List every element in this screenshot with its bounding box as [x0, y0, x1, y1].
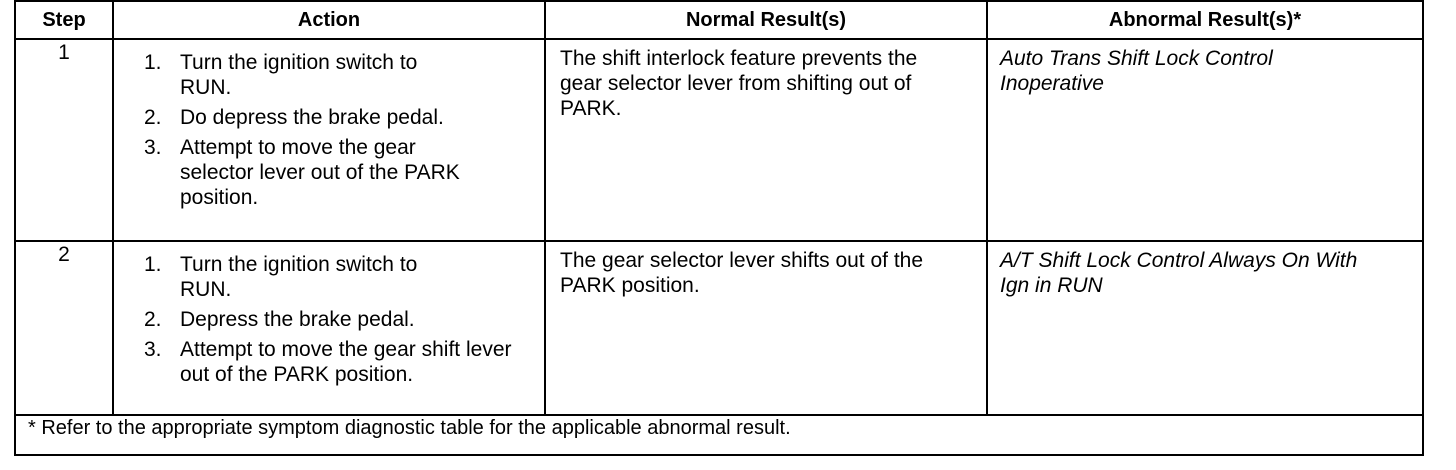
action-item-number: 1.: [144, 51, 162, 74]
header-action: Action: [113, 1, 545, 39]
normal-result-cell: [545, 39, 987, 241]
action-item: [144, 307, 544, 332]
action-item-number: 2.: [144, 106, 162, 129]
action-item-text: Attempt to move the gear selector lever out of the PARK position.: [180, 136, 460, 209]
normal-result-text: The shift interlock feature prevents the gear selector lever from shifting out of PARK.: [560, 47, 918, 120]
action-item: [144, 252, 544, 302]
footnote: * Refer to the appropriate symptom diagnostic table for the applicable abnormal result.: [15, 415, 1423, 455]
abnormal-result-cell: [987, 241, 1423, 415]
action-cell: [113, 241, 545, 415]
normal-result-text: The gear selector lever shifts out of the PARK position.: [560, 249, 924, 297]
action-cell: [113, 39, 545, 241]
action-item: [144, 50, 544, 100]
step-number: 1: [15, 39, 113, 241]
abnormal-result-text: A/T Shift Lock Control Always On With Ign in RUN: [1000, 249, 1358, 297]
normal-result-cell: [545, 241, 987, 415]
header-abnormal-results: Abnormal Result(s)*: [987, 1, 1423, 39]
action-item: [144, 135, 544, 210]
table-row: [15, 241, 1423, 415]
action-item-number: 3.: [144, 136, 162, 159]
action-list: [114, 242, 544, 387]
header-normal-results: Normal Result(s): [545, 1, 987, 39]
table-header-row: [15, 1, 1423, 39]
action-item-number: 2.: [144, 308, 162, 331]
action-item-text: Do depress the brake pedal.: [180, 106, 444, 129]
action-item-text: Depress the brake pedal.: [180, 308, 415, 331]
abnormal-result-cell: [987, 39, 1423, 241]
action-item-text: Turn the ignition switch to RUN.: [180, 51, 418, 99]
action-item-text: Attempt to move the gear shift lever out of the PARK position.: [180, 338, 512, 386]
action-item-number: 1.: [144, 253, 162, 276]
action-item: [144, 105, 544, 130]
action-item-text: Turn the ignition switch to RUN.: [180, 253, 418, 301]
action-list: [114, 40, 544, 210]
action-item-number: 3.: [144, 338, 162, 361]
abnormal-result-text: Auto Trans Shift Lock Control Inoperative: [1000, 47, 1273, 95]
footnote-row: [15, 415, 1423, 455]
action-item: [144, 337, 544, 387]
diagnostic-table: [14, 0, 1424, 456]
header-step: Step: [15, 1, 113, 39]
table-row: [15, 39, 1423, 241]
step-number: 2: [15, 241, 113, 415]
